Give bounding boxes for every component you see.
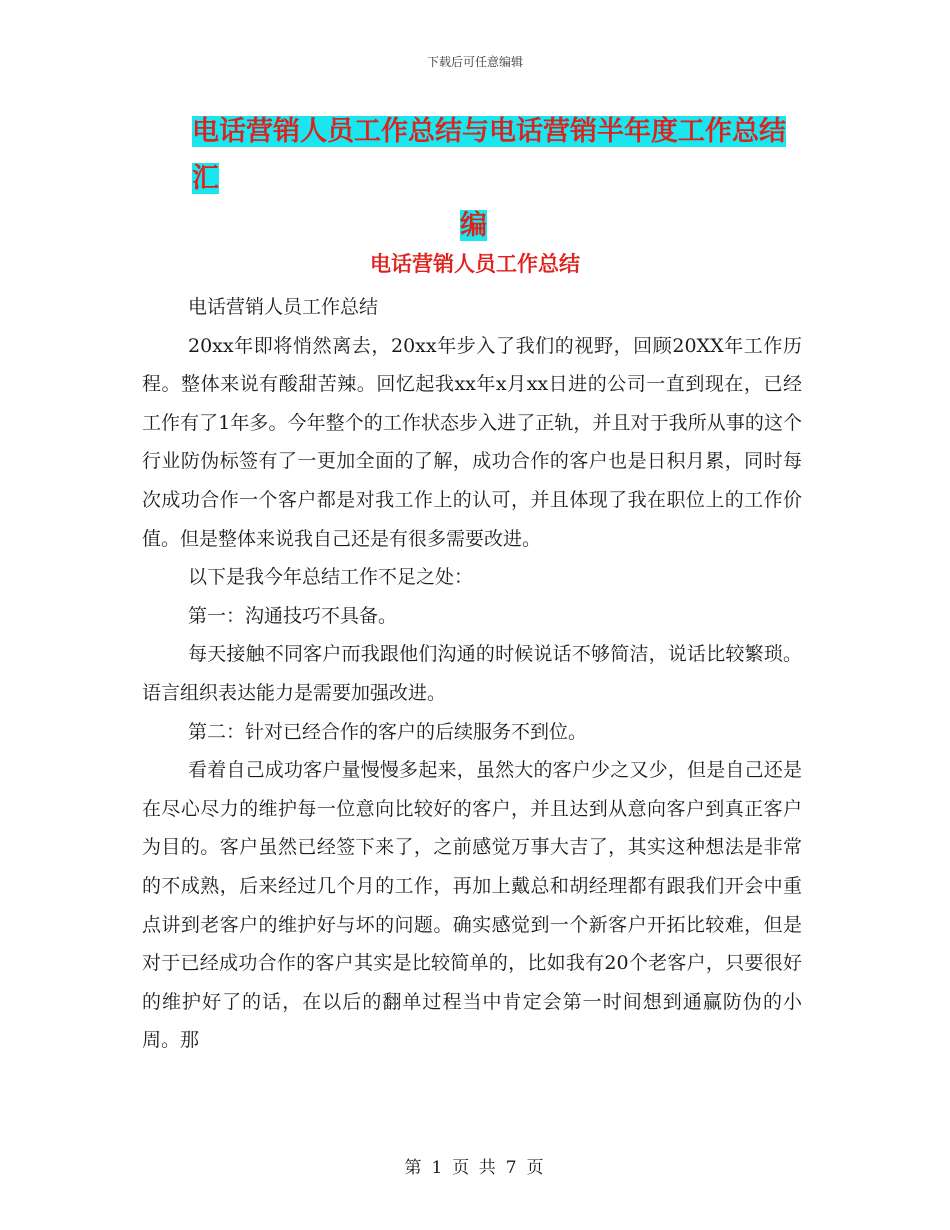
page-number: 1 <box>431 1158 445 1178</box>
paragraph: 电话营销人员工作总结 <box>188 296 379 318</box>
paragraph: 第二：针对已经合作的客户的后续服务不到位。 <box>188 720 588 743</box>
page-mid: 页 共 <box>452 1158 498 1178</box>
document-body <box>142 288 802 1060</box>
page-suffix: 页 <box>526 1158 546 1178</box>
paragraph: 每天接触不同客户而我跟他们沟通的时候说话不够简洁，说话比较繁琐。语言组织表达能力是需要加强改进。 <box>142 643 802 704</box>
document-title-line1: 电话营销人员工作总结与电话营销半年度工作总结汇 <box>192 116 786 194</box>
paragraph: 第一：沟通技巧不具备。 <box>188 604 398 627</box>
header-note: 下载后可任意编辑 <box>426 55 523 69</box>
paragraph: 20xx年即将悄然离去，20xx年步入了我们的视野，回顾20XX年工作历程。整体来说有酸甜苦辣。回忆起我xx年x月xx日进的公司一直到现在，已经工作有了1年多。今年整个的工作状态步入进了正轨，并且对于我所从事的这个行业防伪标签有了一更加全面的了解，成功合作的客户也是日积月累，同时每次成功合作一个客户都是对我工作上的认可，并且体现了我在职位上的工作价值。但是整体来说我自己还是有很多需要改进。 <box>142 334 802 550</box>
paragraph: 看着自己成功客户量慢慢多起来，虽然大的客户少之又少，但是自己还是在尽心尽力的维护每一位意向比较好的客户，并且达到从意向客户到真正客户为目的。客户虽然已经签下来了，之前感觉万事大吉了，其实这种想法是非常的不成熟，后来经过几个月的工作，再加上戴总和胡经理都有跟我们开会中重点讲到老客户的维护好与坏的问题。确实感觉到一个新客户开拓比较难，但是对于已经成功合作的客户其实是比较简单的，比如我有20个老客户，只要很好的维护好了的话，在以后的翻单过程当中肯定会第一时间想到通赢防伪的小周。那 <box>142 759 802 1052</box>
paragraph: 以下是我今年总结工作不足之处： <box>188 566 474 589</box>
page-footer <box>0 1153 950 1178</box>
document-title-line2: 编 <box>460 210 487 241</box>
section-title: 电话营销人员工作总结 <box>370 252 580 276</box>
document-title <box>192 108 812 249</box>
page-prefix: 第 <box>404 1158 424 1178</box>
page-total: 7 <box>505 1158 519 1178</box>
